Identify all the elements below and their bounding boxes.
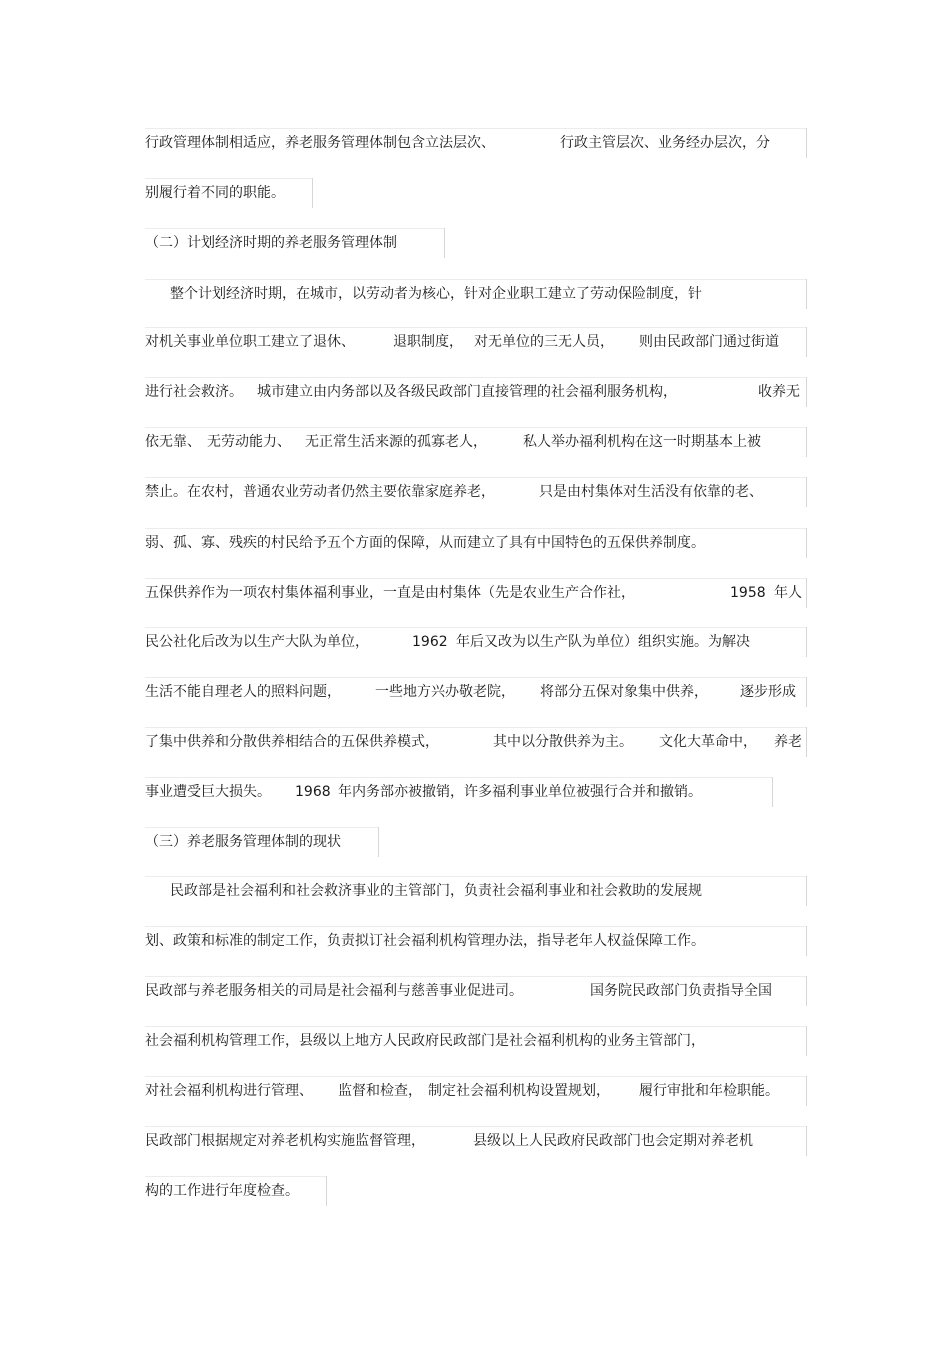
- text-segment: 文化大革命中，: [659, 734, 757, 750]
- text-segment: 私人举办福利机构在这一时期基本上被: [523, 434, 761, 450]
- text-segment: 年内务部亦被撤销，许多福利事业单位被强行合并和撤销。: [338, 784, 702, 800]
- text-line: [145, 926, 807, 956]
- line-end-rule: [806, 727, 807, 757]
- line-end-rule: [806, 477, 807, 507]
- text-segment: 民政部门根据规定对养老机构实施监督管理，: [145, 1133, 425, 1149]
- text-segment: 国务院民政部门负责指导全国: [590, 983, 772, 999]
- text-segment: 1962: [412, 634, 448, 650]
- text-segment: 弱、孤、寡、残疾的村民给予五个方面的保障，从而建立了具有中国特色的五保供养制度。: [145, 535, 705, 551]
- text-segment: 五保供养作为一项农村集体福利事业，一直是由村集体（先是农业生产合作社，: [145, 585, 635, 601]
- text-line: [145, 477, 807, 507]
- text-segment: 对社会福利机构进行管理、: [145, 1083, 313, 1099]
- line-end-rule: [806, 128, 807, 158]
- line-end-rule: [772, 777, 773, 807]
- text-line: [145, 1126, 807, 1156]
- text-segment: 了集中供养和分散供养相结合的五保供养模式，: [145, 734, 439, 750]
- text-segment: 制定社会福利机构设置规划，: [428, 1083, 610, 1099]
- text-line: [145, 1076, 807, 1106]
- text-segment: 禁止。在农村，普通农业劳动者仍然主要依靠家庭养老，: [145, 484, 495, 500]
- line-end-rule: [806, 427, 807, 457]
- line-end-rule: [806, 976, 807, 1006]
- text-segment: 一些地方兴办敬老院，: [375, 684, 515, 700]
- text-segment: 依无靠、: [145, 434, 201, 450]
- text-line: [145, 727, 807, 757]
- line-end-rule: [806, 1126, 807, 1156]
- text-line: [145, 377, 807, 407]
- line-end-rule: [806, 627, 807, 657]
- text-line: [145, 876, 807, 906]
- line-end-rule: [806, 279, 807, 309]
- line-end-rule: [806, 677, 807, 707]
- text-line: [145, 976, 807, 1006]
- text-segment: 民政部是社会福利和社会救济事业的主管部门，负责社会福利事业和社会救助的发展规: [170, 883, 702, 899]
- text-line: [145, 528, 807, 558]
- line-end-rule: [326, 1176, 327, 1206]
- text-segment: 进行社会救济。: [145, 384, 243, 400]
- text-line: [145, 627, 807, 657]
- line-end-rule: [444, 228, 445, 258]
- text-segment: 民政部与养老服务相关的司局是社会福利与慈善事业促进司。: [145, 983, 523, 999]
- line-end-rule: [806, 1026, 807, 1056]
- text-line: [145, 327, 807, 357]
- text-segment: （二）计划经济时期的养老服务管理体制: [145, 235, 397, 251]
- text-segment: 无正常生活来源的孤寡老人，: [305, 434, 487, 450]
- text-segment: 社会福利机构管理工作，县级以上地方人民政府民政部门是社会福利机构的业务主管部门，: [145, 1033, 705, 1049]
- text-segment: 别履行着不同的职能。: [145, 185, 285, 201]
- line-end-rule: [378, 827, 379, 857]
- line-end-rule: [806, 926, 807, 956]
- text-line: [145, 178, 313, 208]
- text-segment: 则由民政部门通过街道: [639, 334, 779, 350]
- text-line: [145, 128, 807, 158]
- text-segment: （三）养老服务管理体制的现状: [145, 834, 341, 850]
- text-line: [145, 777, 773, 807]
- text-line: [145, 1176, 327, 1206]
- line-end-rule: [806, 528, 807, 558]
- text-segment: 监督和检查，: [338, 1083, 422, 1099]
- line-end-rule: [806, 1076, 807, 1106]
- line-end-rule: [806, 327, 807, 357]
- text-line: [145, 578, 807, 608]
- line-end-rule: [806, 377, 807, 407]
- text-segment: 年后又改为以生产队为单位）组织实施。为解决: [456, 634, 750, 650]
- text-segment: 对无单位的三无人员，: [474, 334, 614, 350]
- text-segment: 收养无: [758, 384, 800, 400]
- text-segment: 生活不能自理老人的照料问题，: [145, 684, 341, 700]
- text-segment: 年人: [774, 585, 802, 601]
- text-segment: 行政管理体制相适应，养老服务管理体制包含立法层次、: [145, 135, 495, 151]
- text-segment: 养老: [774, 734, 802, 750]
- section-heading: [145, 827, 379, 857]
- text-segment: 划、政策和标准的制定工作，负责拟订社会福利机构管理办法，指导老年人权益保障工作。: [145, 933, 705, 949]
- text-segment: 1968: [295, 784, 331, 800]
- line-end-rule: [806, 578, 807, 608]
- text-line: [145, 1026, 807, 1056]
- text-segment: 事业遭受巨大损失。: [145, 784, 271, 800]
- text-segment: 只是由村集体对生活没有依靠的老、: [539, 484, 763, 500]
- text-segment: 无劳动能力、: [207, 434, 291, 450]
- text-line: [145, 677, 807, 707]
- text-segment: 对机关事业单位职工建立了退休、: [145, 334, 355, 350]
- text-segment: 县级以上人民政府民政部门也会定期对养老机: [473, 1133, 753, 1149]
- text-segment: 逐步形成: [740, 684, 796, 700]
- text-segment: 履行审批和年检职能。: [639, 1083, 779, 1099]
- text-segment: 城市建立由内务部以及各级民政部门直接管理的社会福利服务机构，: [257, 384, 677, 400]
- section-heading: [145, 228, 445, 258]
- text-segment: 构的工作进行年度检查。: [145, 1183, 299, 1199]
- text-segment: 民公社化后改为以生产大队为单位，: [145, 634, 369, 650]
- text-segment: 1958: [730, 585, 766, 601]
- text-segment: 将部分五保对象集中供养，: [540, 684, 708, 700]
- text-line: [145, 427, 807, 457]
- text-line: [145, 279, 807, 309]
- text-segment: 整个计划经济时期，在城市，以劳动者为核心，针对企业职工建立了劳动保险制度，针: [170, 286, 702, 302]
- text-segment: 退职制度，: [393, 334, 463, 350]
- line-end-rule: [312, 178, 313, 208]
- line-end-rule: [806, 876, 807, 906]
- text-segment: 其中以分散供养为主。: [493, 734, 633, 750]
- text-segment: 行政主管层次、业务经办层次，分: [560, 135, 770, 151]
